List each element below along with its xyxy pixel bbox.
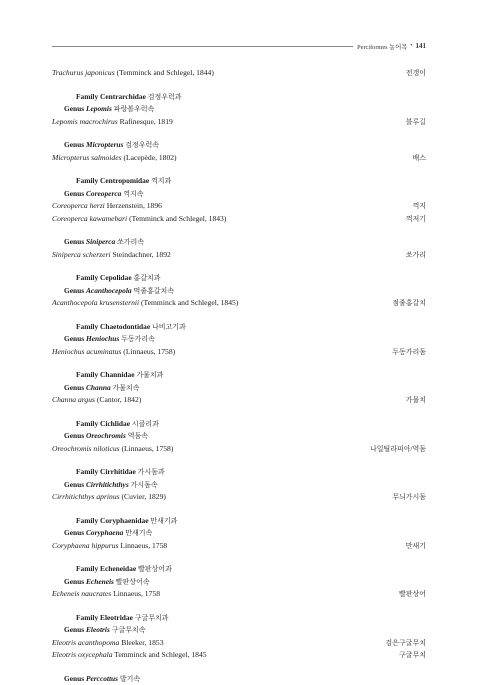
species-authority: Herzenstein, 1896 <box>107 201 162 210</box>
species-korean-name: 전갱이 <box>406 68 426 80</box>
species-scientific-name: Eleotris acanthopoma <box>52 638 119 647</box>
species-korean-name: 나일틸라피아/역돔 <box>370 444 426 456</box>
family-korean-name: 홍갈치과 <box>134 274 161 282</box>
species-row <box>52 637 426 650</box>
species-scientific-name: Micropterus salmoides <box>52 153 122 162</box>
genus-korean-name: 쏘가리속 <box>117 238 144 246</box>
family-name: Family Cepolidae <box>76 273 132 282</box>
genus-heading <box>52 103 426 116</box>
species-scientific-name: Trachurus japonicus <box>52 68 115 77</box>
genus-name: Micropterus <box>86 140 123 149</box>
species-korean-name: 꺽저기 <box>406 214 426 226</box>
genus-prefix: Genus <box>64 383 84 392</box>
genus-korean-name: 빨판상어속 <box>116 578 150 586</box>
genus-name: Coreoperca <box>86 189 121 198</box>
genus-name: Cirrhitichthys <box>86 480 129 489</box>
family-korean-name: 가물치과 <box>136 371 163 379</box>
genus-heading <box>52 285 426 298</box>
family-heading <box>52 466 426 479</box>
species-row <box>52 443 426 456</box>
genus-heading <box>52 382 426 395</box>
species-row <box>52 116 426 129</box>
genus-prefix: Genus <box>64 431 84 440</box>
genus-korean-name: 가물치속 <box>113 384 140 392</box>
species-scientific-name: Acanthocepola krusensternii <box>52 298 139 307</box>
species-scientific-name: Siniperca scherzeri <box>52 250 111 259</box>
spacer <box>52 80 426 91</box>
species-korean-name: 검은구굴무치 <box>385 638 426 650</box>
genus-prefix: Genus <box>64 237 84 246</box>
genus-name: Heniochus <box>86 334 119 343</box>
spacer <box>52 261 426 272</box>
species-korean-name: 블루길 <box>406 117 426 129</box>
species-korean-name: 쏘가리 <box>406 250 426 262</box>
species-row <box>52 152 426 165</box>
genus-prefix: Genus <box>64 528 84 537</box>
family-heading <box>52 418 426 431</box>
genus-prefix: Genus <box>64 334 84 343</box>
genus-name: Echeneis <box>86 577 114 586</box>
family-heading <box>52 563 426 576</box>
species-row <box>52 491 426 504</box>
genus-korean-name: 검정우럭속 <box>125 141 159 149</box>
species-row <box>52 649 426 662</box>
species-korean-name: 빨판상어 <box>399 589 426 601</box>
species-scientific-name: Echeneis naucrates <box>52 589 111 598</box>
genus-prefix: Genus <box>64 189 84 198</box>
genus-korean-name: 구굴무치속 <box>112 626 146 634</box>
genus-heading <box>52 188 426 201</box>
family-korean-name: 만새기과 <box>150 517 177 525</box>
genus-name: Perccottus <box>86 674 118 683</box>
genus-heading <box>52 139 426 152</box>
genus-name: Eleotris <box>86 625 110 634</box>
header-rule <box>52 46 353 47</box>
species-korean-name: 배스 <box>412 153 426 165</box>
species-authority: Linnaeus, 1758 <box>120 541 167 550</box>
genus-prefix: Genus <box>64 625 84 634</box>
genus-name: Siniperca <box>86 237 115 246</box>
species-authority: (Cuvier, 1829) <box>122 492 166 501</box>
species-korean-name: 가물치 <box>406 395 426 407</box>
spacer <box>52 407 426 418</box>
genus-korean-name: 발기속 <box>120 675 140 683</box>
genus-prefix: Genus <box>64 104 84 113</box>
genus-name: Channa <box>86 383 111 392</box>
species-authority: Linnaeus, 1758 <box>113 589 160 598</box>
species-row <box>52 67 426 80</box>
species-scientific-name: Coreoperca herzi <box>52 201 105 210</box>
family-heading <box>52 272 426 285</box>
species-authority: (Temminck and Schlegel, 1844) <box>117 68 214 77</box>
family-korean-name: 나비고기과 <box>152 323 186 331</box>
running-title: Perciformes 농어목 <box>357 42 407 51</box>
species-scientific-name: Channa argus <box>52 395 95 404</box>
species-authority: Steindachner, 1892 <box>112 250 170 259</box>
page-header <box>52 40 426 52</box>
genus-korean-name: 만새기속 <box>125 529 152 537</box>
genus-prefix: Genus <box>64 480 84 489</box>
family-name: Family Cirrhitidae <box>76 467 136 476</box>
genus-heading <box>52 527 426 540</box>
family-heading <box>52 91 426 104</box>
species-row <box>52 213 426 226</box>
species-authority: (Lacepède, 1802) <box>123 153 176 162</box>
family-korean-name: 검정우럭과 <box>148 93 182 101</box>
genus-heading <box>52 576 426 589</box>
species-authority: (Linnaeus, 1758) <box>121 444 173 453</box>
family-name: Family Centropomidae <box>76 176 149 185</box>
genus-prefix: Genus <box>64 577 84 586</box>
spacer <box>52 662 426 673</box>
spacer <box>52 164 426 175</box>
genus-name: Lepomis <box>86 104 112 113</box>
species-authority: Bleeker, 1853 <box>121 638 163 647</box>
species-authority: Temminck and Schlegel, 1845 <box>114 650 206 659</box>
genus-name: Coryphaena <box>86 528 123 537</box>
genus-korean-name: 먹줄홍갈치속 <box>133 287 174 295</box>
header-bullet: • <box>410 43 412 49</box>
family-name: Family Cichlidae <box>76 419 130 428</box>
family-heading <box>52 175 426 188</box>
taxonomy-list <box>52 67 426 685</box>
species-row <box>52 200 426 213</box>
species-scientific-name: Eleotris oxycephala <box>52 650 113 659</box>
family-name: Family Eleotridae <box>76 613 133 622</box>
genus-heading <box>52 624 426 637</box>
family-heading <box>52 369 426 382</box>
family-name: Family Echeneidae <box>76 564 136 573</box>
species-row <box>52 249 426 262</box>
species-row <box>52 588 426 601</box>
family-name: Family Channidae <box>76 370 135 379</box>
family-heading <box>52 515 426 528</box>
family-korean-name: 꺽지과 <box>151 177 171 185</box>
family-korean-name: 가시돔과 <box>138 468 165 476</box>
species-korean-name: 구굴무치 <box>399 650 426 662</box>
species-authority: (Temminck and Schlegel, 1845) <box>141 298 238 307</box>
family-name: Family Chaetodontidae <box>76 322 150 331</box>
species-scientific-name: Lepomis macrochirus <box>52 117 118 126</box>
family-heading <box>52 321 426 334</box>
spacer <box>52 225 426 236</box>
genus-korean-name: 가시돔속 <box>131 481 158 489</box>
genus-korean-name: 두동가리속 <box>121 335 155 343</box>
family-heading <box>52 612 426 625</box>
species-korean-name: 꺽지 <box>412 201 426 213</box>
spacer <box>52 310 426 321</box>
species-korean-name: 점줄홍갈치 <box>392 298 426 310</box>
species-row <box>52 540 426 553</box>
spacer <box>52 128 426 139</box>
genus-name: Acanthocepola <box>86 286 132 295</box>
species-row <box>52 394 426 407</box>
genus-heading <box>52 236 426 249</box>
family-korean-name: 시클리과 <box>132 420 159 428</box>
genus-korean-name: 파랑볼우럭속 <box>114 105 155 113</box>
species-authority: (Temminck and Schlegel, 1843) <box>129 214 226 223</box>
genus-prefix: Genus <box>64 674 84 683</box>
family-korean-name: 구굴무치과 <box>135 614 169 622</box>
family-korean-name: 빨판상어과 <box>138 565 172 573</box>
species-scientific-name: Cirrhitichthys aprinus <box>52 492 120 501</box>
genus-heading <box>52 430 426 443</box>
genus-heading <box>52 333 426 346</box>
genus-prefix: Genus <box>64 286 84 295</box>
genus-heading <box>52 479 426 492</box>
spacer <box>52 601 426 612</box>
genus-korean-name: 꺽지속 <box>123 190 143 198</box>
species-scientific-name: Coryphaena hippurus <box>52 541 118 550</box>
spacer <box>52 455 426 466</box>
spacer <box>52 504 426 515</box>
species-row <box>52 346 426 359</box>
species-korean-name: 만새기 <box>406 541 426 553</box>
species-korean-name: 두동가리돔 <box>392 347 426 359</box>
species-korean-name: 무늬가시돔 <box>392 492 426 504</box>
species-authority: (Cantor, 1842) <box>97 395 141 404</box>
species-scientific-name: Oreochromis niloticus <box>52 444 120 453</box>
spacer <box>52 552 426 563</box>
genus-korean-name: 역돔속 <box>128 432 148 440</box>
genus-prefix: Genus <box>64 140 84 149</box>
species-authority: Rafinesque, 1819 <box>120 117 173 126</box>
species-authority: (Linnaeus, 1758) <box>123 347 175 356</box>
genus-name: Oreochromis <box>86 431 126 440</box>
family-name: Family Coryphaenidae <box>76 516 148 525</box>
page-number: 141 <box>416 42 427 50</box>
spacer <box>52 358 426 369</box>
species-row <box>52 297 426 310</box>
family-name: Family Centrarchidae <box>76 92 146 101</box>
species-scientific-name: Heniochus acuminatus <box>52 347 121 356</box>
species-scientific-name: Coreoperca kawamebari <box>52 214 127 223</box>
